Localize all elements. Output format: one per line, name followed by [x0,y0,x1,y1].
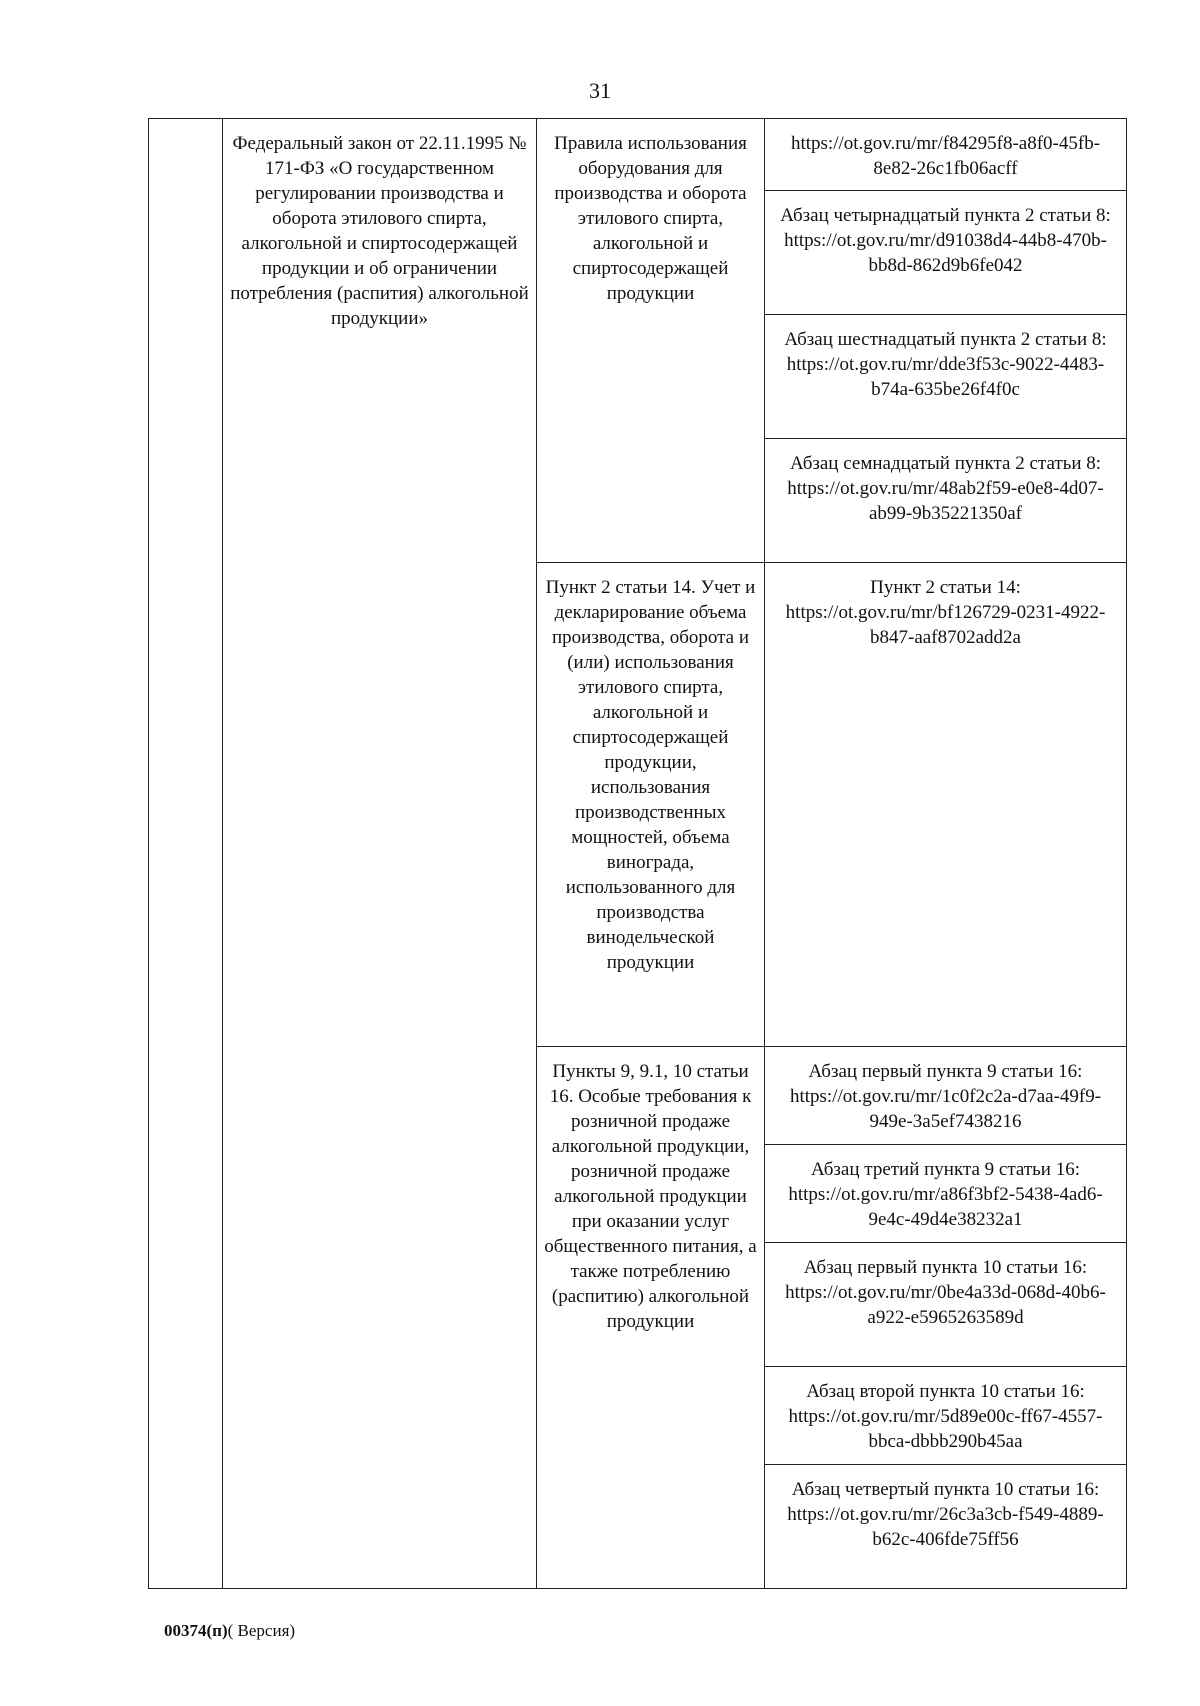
requirement-cell: Пункт 2 статьи 14. Учет и декларирование объема производства, оборота и (или) использования этилового спирта, алкогольной и спиртосодержащей продукции, использования производственных мощностей, объема винограда, использованного для производства винодельческой продукции [537,563,765,1047]
document-footer [164,1621,295,1641]
page-number: 31 [589,78,611,103]
link-cell: Пункт 2 статьи 14: https://ot.gov.ru/mr/bf126729-0231-4922-b847-aaf8702add2a [765,563,1127,1047]
link-cell: Абзац шестнадцатый пункта 2 статьи 8: https://ot.gov.ru/mr/dde3f53c-9022-4483-b74a-635be26f4f0c [765,315,1127,439]
document-code: 00374(п) [164,1621,228,1640]
link-cell: Абзац первый пункта 10 статьи 16: https://ot.gov.ru/mr/0be4a33d-068d-40b6-a922-e5965263589d [765,1243,1127,1367]
table-row [149,119,1127,191]
link-cell: Абзац семнадцатый пункта 2 статьи 8: https://ot.gov.ru/mr/48ab2f59-e0e8-4d07-ab99-9b35221350af [765,439,1127,563]
link-cell: Абзац третий пункта 9 статьи 16: https://ot.gov.ru/mr/a86f3bf2-5438-4ad6-9e4c-49d4e38232a1 [765,1145,1127,1243]
link-cell: Абзац второй пункта 10 статьи 16: https://ot.gov.ru/mr/5d89e00c-ff67-4557-bbca-dbbb290b45aa [765,1367,1127,1465]
document-version: ( Версия) [227,1621,296,1640]
law-cell: Федеральный закон от 22.11.1995 № 171-ФЗ «О государственном регулировании производства и оборота этилового спирта, алкогольной и спиртосодержащей продукции и об ограничении потребления (распития) алкогольной продукции» [223,119,537,1589]
link-cell: Абзац четвертый пункта 10 статьи 16: https://ot.gov.ru/mr/26c3a3cb-f549-4889-b62c-406fde75ff56 [765,1465,1127,1589]
requirement-cell: Пункты 9, 9.1, 10 статьи 16. Особые требования к розничной продаже алкогольной продукции, розничной продаже алкогольной продукции при оказании услуг общественного питания, а также потреблению (распитию) алкогольной продукции [537,1047,765,1589]
row-number-cell [149,119,223,1589]
requirement-cell: Правила использования оборудования для производства и оборота этилового спирта, алкогольной и спиртосодержащей продукции [537,119,765,563]
link-cell: https://ot.gov.ru/mr/f84295f8-a8f0-45fb-8e82-26c1fb06acff [765,119,1127,191]
link-cell: Абзац первый пункта 9 статьи 16: https://ot.gov.ru/mr/1c0f2c2a-d7aa-49f9-949e-3a5ef7438216 [765,1047,1127,1145]
requirements-table [148,118,1127,1589]
link-cell: Абзац четырнадцатый пункта 2 статьи 8: https://ot.gov.ru/mr/d91038d4-44b8-470b-bb8d-862d9b6fe042 [765,191,1127,315]
